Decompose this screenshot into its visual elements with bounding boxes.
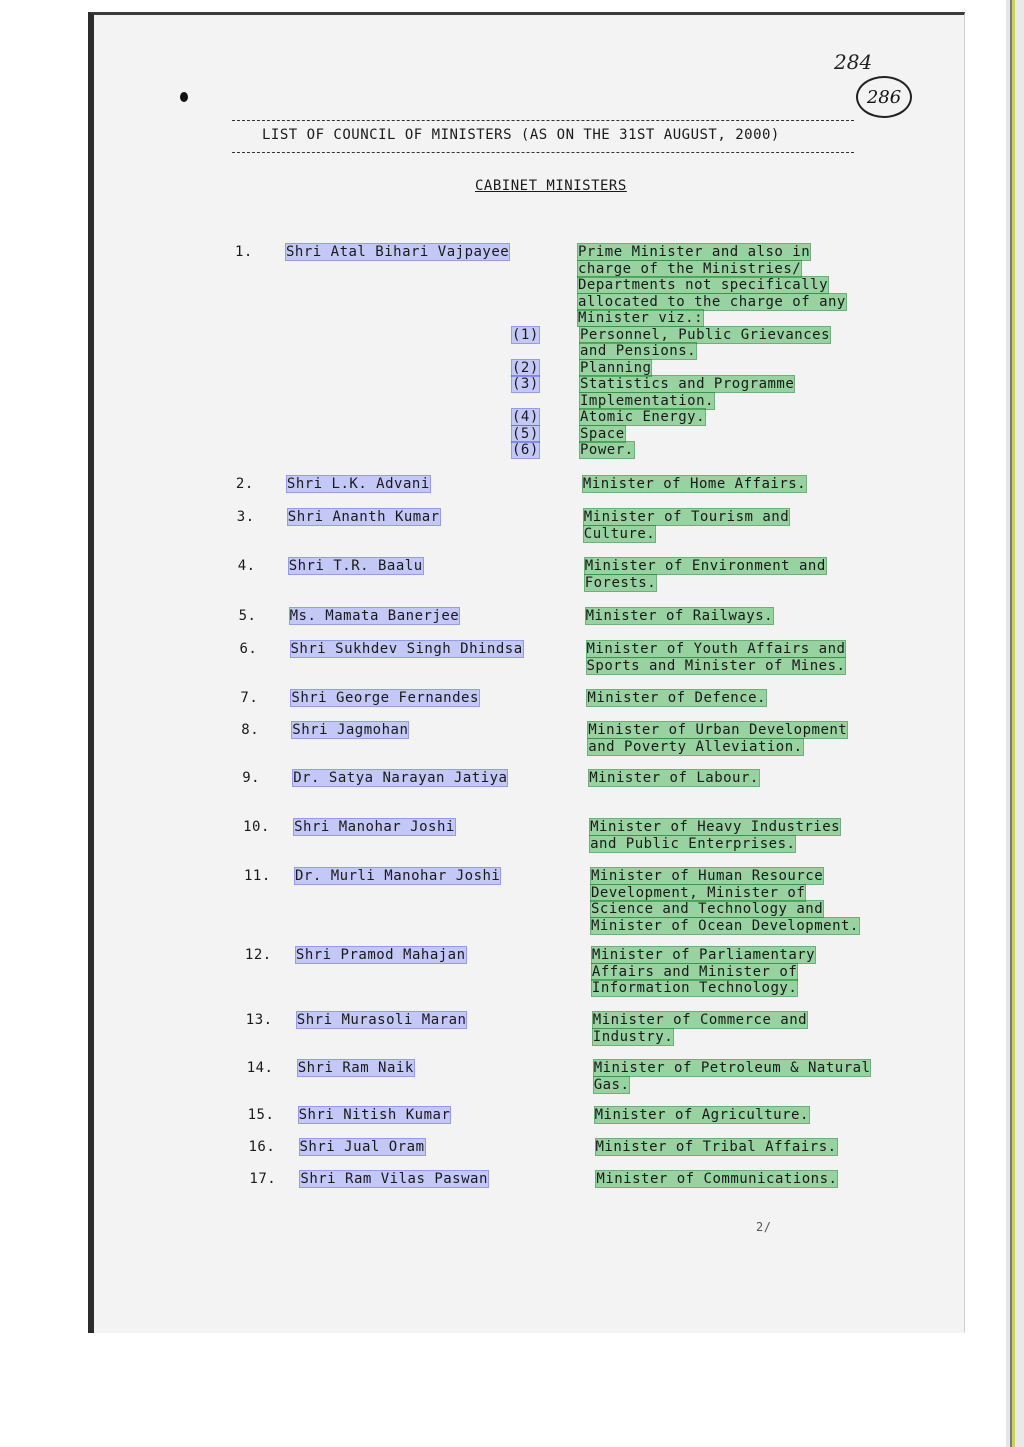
portfolio-line: Minister of Heavy Industries: [590, 819, 841, 835]
portfolio-line: Industry.: [592, 1028, 674, 1045]
portfolio-line: and Public Enterprises.: [590, 835, 796, 852]
header-rule-bottom: [232, 152, 854, 153]
pm-item-number: (3): [512, 376, 539, 392]
portfolio-line: Forests.: [584, 574, 657, 591]
pm-item-line: Atomic Energy.: [580, 409, 706, 425]
pm-item-number: (4): [512, 409, 539, 425]
minister-name: Shri Ram Vilas Paswan: [300, 1171, 488, 1187]
minister-number: 14.: [246, 1060, 274, 1076]
portfolio-line: Minister of Home Affairs.: [582, 476, 807, 492]
minister-number: 2.: [235, 476, 254, 492]
portfolio-line: Minister of Urban Development: [588, 722, 848, 738]
portfolio-line: Sports and Minister of Mines.: [586, 657, 846, 674]
minister-name: Shri Ram Naik: [297, 1060, 414, 1076]
minister-name: Shri T.R. Baalu: [288, 558, 423, 574]
minister-number: 5.: [238, 608, 257, 624]
minister-number: 16.: [248, 1139, 276, 1155]
portfolio-line: and Poverty Alleviation.: [588, 738, 803, 755]
pm-item-number: (1): [512, 326, 539, 343]
minister-number: 10.: [243, 819, 270, 835]
minister-name: Shri Atal Bihari Vajpayee: [286, 244, 510, 260]
portfolio-line: Science and Technology and: [591, 901, 824, 917]
portfolio-line: Minister of Railways.: [585, 608, 774, 624]
minister-number: 9.: [242, 770, 261, 786]
minister-name: Ms. Mamata Banerjee: [289, 608, 460, 624]
minister-number: 8.: [241, 722, 260, 738]
minister-number: 4.: [237, 558, 256, 574]
minister-name: Shri Pramod Mahajan: [295, 947, 466, 963]
portfolio-line: Affairs and Minister of: [591, 963, 798, 980]
pm-portfolio-line: allocated to the charge of any: [578, 293, 846, 310]
portfolio-line: Minister of Ocean Development.: [591, 917, 859, 934]
ink-blot: [180, 92, 188, 102]
minister-name: Shri L.K. Advani: [286, 476, 430, 492]
portfolio-line: Minister of Labour.: [589, 770, 759, 786]
pm-item-number: (5): [512, 425, 539, 442]
page-title: LIST OF COUNCIL OF MINISTERS (AS ON THE 31ST AUGUST, 2000): [262, 127, 780, 143]
pm-item-line: Planning: [580, 359, 652, 376]
pm-item-line: Personnel, Public Grievances: [580, 326, 831, 343]
pm-item-number: (2): [512, 359, 539, 376]
footer-mark: 2/: [756, 1220, 772, 1234]
minister-number: 13.: [245, 1012, 273, 1028]
portfolio-line: Minister of Environment and: [584, 558, 826, 574]
minister-name: Dr. Satya Narayan Jatiya: [293, 770, 508, 786]
portfolio-line: Minister of Human Resource: [591, 868, 824, 884]
minister-number: 6.: [239, 641, 258, 657]
minister-name: Shri Murasoli Maran: [296, 1012, 467, 1028]
minister-name: Shri Jagmohan: [292, 722, 409, 738]
minister-name: Shri Sukhdev Singh Dhindsa: [290, 641, 523, 657]
pm-portfolio-line: Minister viz.:: [578, 310, 704, 326]
minister-number: 3.: [236, 509, 255, 525]
portfolio-line: Minister of Communications.: [596, 1171, 838, 1187]
minister-number: 15.: [247, 1107, 275, 1123]
header-rule-top: [232, 120, 854, 121]
minister-name: Shri George Fernandes: [291, 690, 479, 706]
circled-page-number: 286: [856, 76, 912, 118]
portfolio-line: Minister of Parliamentary: [591, 947, 816, 963]
minister-name: Shri Ananth Kumar: [287, 509, 440, 525]
pm-item-line: Statistics and Programme: [580, 376, 795, 392]
portfolio-line: Minister of Tribal Affairs.: [595, 1139, 837, 1155]
minister-number: 7.: [240, 690, 259, 706]
pm-portfolio-line: Prime Minister and also in: [578, 244, 811, 260]
minister-name: Shri Nitish Kumar: [298, 1107, 451, 1123]
portfolio-line: Culture.: [583, 525, 656, 542]
portfolio-line: Minister of Tourism and: [583, 509, 790, 525]
pm-portfolio-line: Departments not specifically: [578, 277, 829, 293]
pm-item-line: Implementation.: [580, 392, 714, 409]
handwritten-page-number: 284: [834, 50, 873, 74]
portfolio-line: Minister of Agriculture.: [594, 1107, 809, 1123]
minister-number: 1.: [235, 244, 253, 260]
portfolio-line: Information Technology.: [591, 980, 798, 996]
pm-item-line: Power.: [580, 442, 634, 458]
pm-item-line: Space: [580, 425, 625, 442]
portfolio-line: Minister of Petroleum & Natural: [593, 1060, 871, 1076]
minister-number: 12.: [244, 947, 272, 963]
minister-number: 17.: [249, 1171, 277, 1187]
pm-portfolio-line: charge of the Ministries/: [578, 260, 802, 277]
section-heading: CABINET MINISTERS: [475, 178, 627, 194]
portfolio-line: Minister of Defence.: [587, 690, 766, 706]
minister-number: 11.: [244, 868, 271, 884]
pm-item-number: (6): [512, 442, 539, 458]
portfolio-line: Gas.: [593, 1076, 630, 1093]
pm-item-line: and Pensions.: [580, 343, 697, 359]
minister-name: Shri Jual Oram: [299, 1139, 425, 1155]
portfolio-line: Development, Minister of: [591, 884, 806, 901]
minister-name: Dr. Murli Manohar Joshi: [295, 868, 501, 884]
portfolio-line: Minister of Youth Affairs and: [586, 641, 846, 657]
portfolio-line: Minister of Commerce and: [592, 1012, 808, 1028]
minister-name: Shri Manohar Joshi: [294, 819, 455, 835]
